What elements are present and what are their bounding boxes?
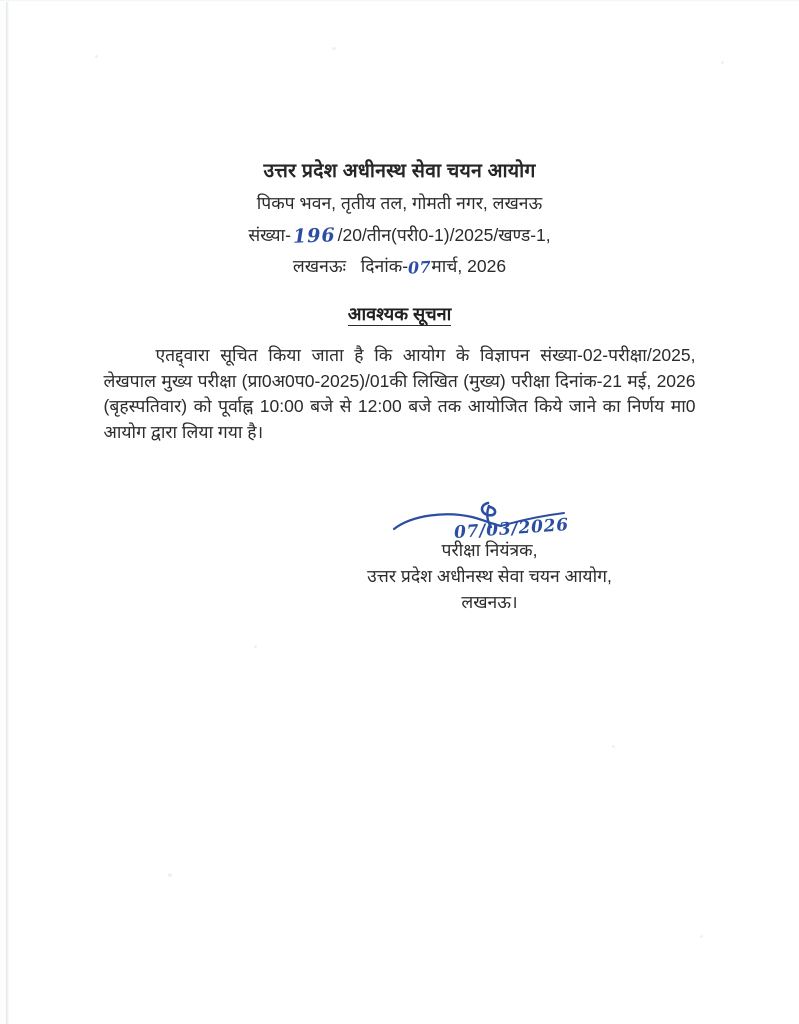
signature-block <box>0 501 799 615</box>
handwritten-date-day: 07 <box>407 257 432 278</box>
signatory-designation: परीक्षा नियंत्रक, <box>441 540 538 560</box>
scan-speck <box>168 873 172 877</box>
organization-address: पिकप भवन, तृतीय तल, गोमती नगर, लखनऊ <box>256 193 543 213</box>
body-line-4: आयोग द्वारा लिया गया है। <box>103 421 264 442</box>
body-line-2: लेखपाल मुख्य परीक्षा (प्रा0अ0प0-2025)/01की लिखित (मुख्य) परीक्षा दिनांक-21 मई, 2026 <box>103 370 696 391</box>
signatory-organization: उत्तर प्रदेश अधीनस्थ सेवा चयन आयोग, <box>367 566 612 586</box>
signature-inner <box>360 501 620 615</box>
notice-paragraph <box>104 343 696 445</box>
signatory-place: लखनऊ। <box>461 592 518 612</box>
date-suffix: मार्च, 2026 <box>431 256 507 276</box>
date-label: दिनांक- <box>360 256 409 276</box>
body-line-1: एतद्द्वारा सूचित किया जाता है कि आयोग के विज्ञापन संख्या-02-परीक्षा/2025, <box>155 345 696 365</box>
reference-number-line <box>0 222 799 248</box>
notice-body <box>104 343 696 445</box>
body-line-3: (बृहस्पतिवार) को पूर्वाह्न 10:00 बजे से 12:00 बजे तक आयोजित किये जाने का निर्णय मा0 <box>103 396 696 416</box>
letterhead <box>0 158 799 280</box>
handwritten-reference-number: 196 <box>292 224 336 248</box>
reference-label: संख्या- <box>248 225 291 245</box>
reference-suffix: /20/तीन(परी0-1)/2025/खण्ड-1, <box>337 225 551 245</box>
scan-speck <box>700 935 703 938</box>
organization-title: उत्तर प्रदेश अधीनस्थ सेवा चयन आयोग <box>263 160 536 182</box>
signature-graphic <box>360 501 620 543</box>
handwritten-signature-date: 07/03/2026 <box>452 515 570 543</box>
subject-heading-text: आवश्यक सूचना <box>347 304 452 324</box>
subject-heading <box>0 302 799 326</box>
scan-speck <box>254 645 257 648</box>
scan-speck <box>612 745 615 748</box>
date-line <box>0 253 799 280</box>
issue-place: लखनऊः <box>292 256 347 276</box>
